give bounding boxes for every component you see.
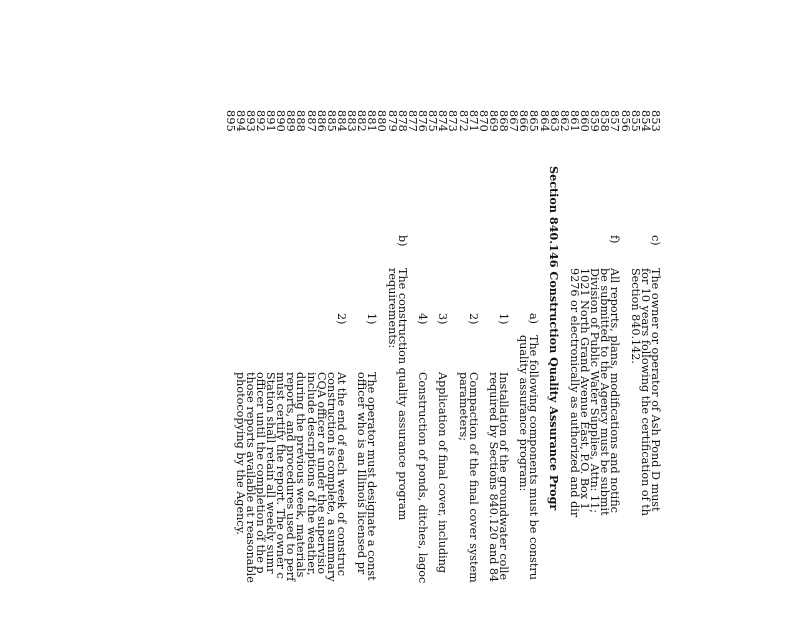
body-text: reports, and procedures used to perf: [284, 372, 298, 582]
body-text: Section 840.142.: [628, 268, 642, 364]
line-number: 880: [375, 110, 389, 132]
item-label: 1): [365, 313, 379, 325]
item-label: b): [395, 235, 409, 247]
line-number: 861: [567, 110, 581, 132]
item-label: 2): [334, 313, 348, 325]
body-text: All reports, plans, modifications and notific: [608, 268, 622, 513]
line-number: 882: [355, 110, 369, 132]
body-text: include descriptions of the weather,: [304, 372, 318, 576]
line-number: 870: [476, 110, 490, 132]
line-number: 871: [466, 110, 480, 132]
item-label: f): [608, 235, 622, 244]
line-number: 875: [426, 110, 440, 132]
document-line: [416, 0, 430, 618]
document-line: [355, 0, 369, 618]
document-line: [488, 0, 498, 618]
line-number: 891: [264, 110, 278, 132]
line-number: 856: [618, 110, 632, 132]
body-text: parameters;: [456, 372, 470, 442]
document-line: [527, 0, 541, 618]
line-number: 869: [486, 110, 500, 132]
line-number: 886: [314, 110, 328, 132]
line-number: 872: [456, 110, 470, 132]
line-number: 892: [253, 110, 267, 132]
line-number: 873: [446, 110, 460, 132]
body-text: 1021 North Grand Avenue East, P.O. Box 1: [578, 268, 592, 510]
line-number: 860: [578, 110, 592, 132]
body-text: Construction of ponds, ditches, lagoc: [416, 372, 430, 584]
line-number: 887: [304, 110, 318, 132]
line-number: 893: [243, 110, 257, 132]
body-text: CQA officer or under the supervisio: [314, 372, 328, 575]
line-number: 868: [497, 110, 511, 132]
item-label: 4): [416, 313, 430, 325]
body-text: those reports available at reasonable: [243, 372, 257, 583]
line-number: 864: [537, 110, 551, 132]
item-label: 1): [497, 313, 511, 325]
body-text: officer who is an Illinois licensed pr: [355, 372, 369, 575]
item-label: a): [527, 313, 541, 325]
body-text: quality assurance program:: [517, 335, 531, 492]
body-text: Compaction of the final cover system: [466, 372, 480, 583]
body-text: be submitted to the Agency must be submit: [598, 268, 612, 516]
line-number: 885: [324, 110, 338, 132]
body-text: 9276 or electronically as authorized and dir: [567, 268, 581, 518]
body-text: photocopying by the Agency.: [233, 372, 247, 535]
section-heading: Section 840.146 Construction Quality Assurance Progr: [546, 166, 561, 511]
body-text: requirements:: [385, 268, 399, 349]
body-text: officer until the completion of the p: [253, 372, 267, 574]
line-number: 862: [557, 110, 571, 132]
body-text: construction is complete, a summary: [324, 372, 338, 582]
line-number: 867: [507, 110, 521, 132]
line-number: 876: [416, 110, 430, 132]
line-number: 883: [345, 110, 359, 132]
body-text: The following components must be constru: [527, 335, 541, 580]
line-number: 859: [588, 110, 602, 132]
line-number: 857: [608, 110, 622, 132]
document-line: [517, 0, 531, 618]
line-number: 895: [223, 110, 237, 132]
document-line: [436, 0, 450, 618]
line-number: 881: [365, 110, 379, 132]
line-number: 855: [628, 110, 642, 132]
document-line: [233, 0, 247, 618]
line-number: 863: [547, 110, 561, 132]
line-number: 879: [385, 110, 399, 132]
body-text: Station shall retain all weekly sumr: [264, 372, 278, 574]
body-text: The owner or operator of Ash Pond D must: [649, 268, 662, 512]
item-label: c): [649, 235, 662, 246]
line-number: 884: [334, 110, 348, 132]
line-number: 866: [517, 110, 531, 132]
body-text: required by Sections 840.120 and 84: [486, 372, 500, 583]
document-line: [546, 0, 561, 618]
line-number: 874: [436, 110, 450, 132]
line-number: 878: [395, 110, 409, 132]
line-number: 858: [598, 110, 612, 132]
body-text: for 10 years following the certification of th: [638, 268, 652, 516]
line-number: 854: [638, 110, 652, 132]
body-text: The construction quality assurance program: [395, 268, 409, 521]
line-number: 888: [294, 110, 308, 132]
line-number: 853: [649, 110, 662, 132]
document-line: [569, 0, 579, 618]
item-label: 3): [436, 313, 450, 325]
body-text: The operator must designate a const: [365, 372, 379, 581]
body-text: must certify the report. The owner c: [274, 372, 288, 579]
document-line: [466, 0, 480, 618]
document-line: [385, 0, 399, 618]
body-text: Application of final cover, including: [436, 372, 450, 574]
item-label: 2): [466, 313, 480, 325]
line-number: 890: [274, 110, 288, 132]
line-number: 865: [527, 110, 541, 132]
document-line: [628, 0, 642, 618]
body-text: At the end of each week of construc: [334, 372, 348, 576]
document-line: [456, 0, 470, 618]
body-text: Installation of the groundwater colle: [497, 372, 511, 581]
document-line: [223, 0, 237, 618]
body-text: Division of Public Water Supplies, Attn: 11;: [588, 268, 602, 514]
body-text: during the previous week, materials: [294, 372, 308, 578]
line-number: 877: [405, 110, 419, 132]
line-number: 894: [233, 110, 247, 132]
line-number: 889: [284, 110, 298, 132]
